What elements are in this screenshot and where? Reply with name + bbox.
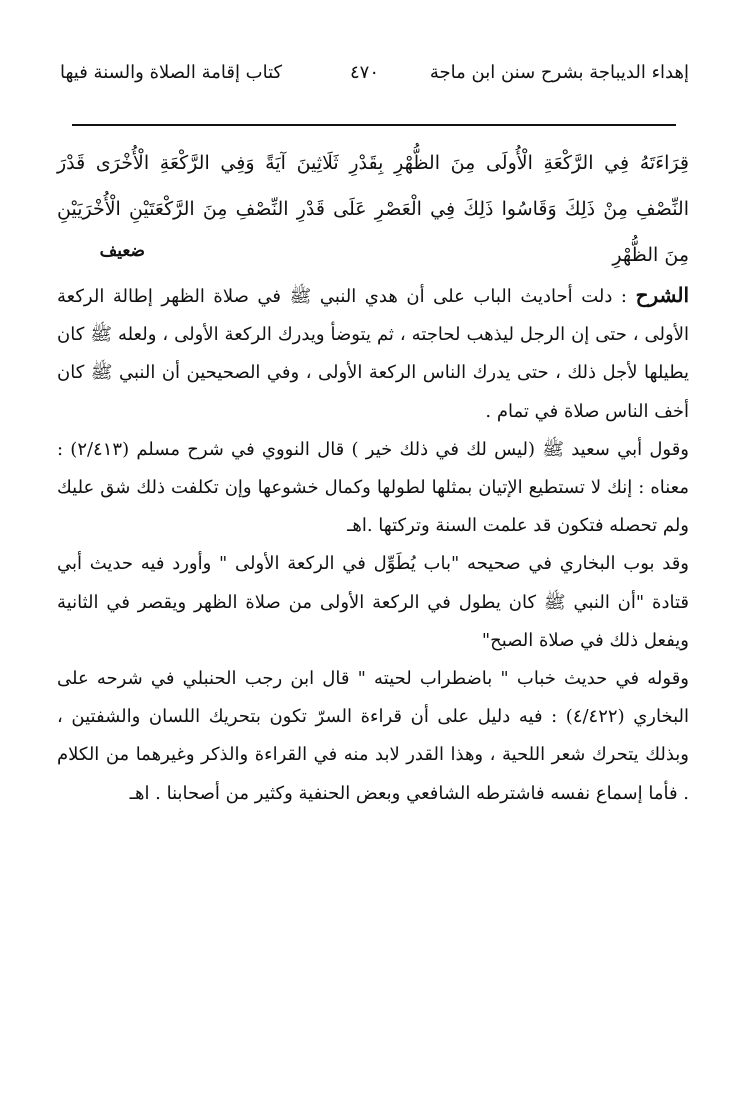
commentary-label: الشرح xyxy=(635,283,689,307)
commentary-paragraph-text: : دلت أحاديث الباب على أن هدي النبي ﷺ في صلاة الظهر إطالة الركعة الأولى ، حتى إن الرجل ليذهب لحاجته ، ثم يتوضأ ويدرك الركعة الأولى ، ولعله ﷺ كان يطيلها لأجل ذلك ، حتى يدرك الناس الركعة الأولى ، وفي الصحيحين أن النبي ﷺ كان أخف الناس صلاة في تمام . xyxy=(57,286,689,422)
commentary-section xyxy=(57,276,689,813)
book-title: إهداء الديباجة بشرح سنن ابن ماجة xyxy=(429,62,689,83)
commentary-paragraph xyxy=(57,276,689,431)
page-number: ٤٧٠ xyxy=(350,62,380,83)
commentary-paragraph: وقوله في حديث خباب " باضطراب لحيته " قال ابن رجب الحنبلي في شرحه على البخاري (٤/٤٢٢) : فيه دليل على أن قراءة السرّ تكون بتحريك اللسان والشفتين ، وبذلك يتحرك شعر اللحية ، وهذا القدر لابد منه في القراءة والذكر وغيرهما من الكلام . فأما إسماع نفسه فاشترطه الشافعي وبعض الحنفية وكثير من أصحابنا . اهـ xyxy=(57,668,689,804)
running-header xyxy=(60,58,689,88)
commentary-paragraph: وقول أبي سعيد ﷺ (ليس لك في ذلك خير ) قال النووي في شرح مسلم (٢/٤١٣) : معناه : إنك لا تستطيع الإتيان بمثلها لطولها وكمال خشوعها وإن تكلفت ذلك شق عليك ولم تحصله فتكون قد علمت السنة وتركتها .اهـ xyxy=(57,438,689,537)
commentary-paragraph: وقد بوب البخاري في صحيحه "باب يُطَوِّل في الركعة الأولى " وأورد فيه حديث أبي قتادة "أن النبي ﷺ كان يطول في الركعة الأولى من صلاة الظهر ويقصر في الثانية ويفعل ذلك في صلاة الصبح" xyxy=(57,553,689,651)
chapter-title: كتاب إقامة الصلاة والسنة فيها xyxy=(60,62,283,83)
hadith-text: قِرَاءَتَهُ فِي الرَّكْعَةِ الْأُولَى مِنَ الظُّهْرِ بِقَدْرِ ثَلَاثِينَ آيَةً وَفِي الرَّكْعَةِ الْأُخْرَى قَدْرَ النِّصْفِ مِنْ ذَلِكَ وَقَاسُوا ذَلِكَ فِي الْعَصْرِ عَلَى قَدْرِ النِّصْفِ مِنَ الرَّكْعَتَيْنِ الْأُخْرَيَيْنِ مِنَ الظُّهْرِ xyxy=(57,152,689,266)
header-rule xyxy=(72,124,676,126)
hadith-grade: ضعيف xyxy=(99,241,145,261)
